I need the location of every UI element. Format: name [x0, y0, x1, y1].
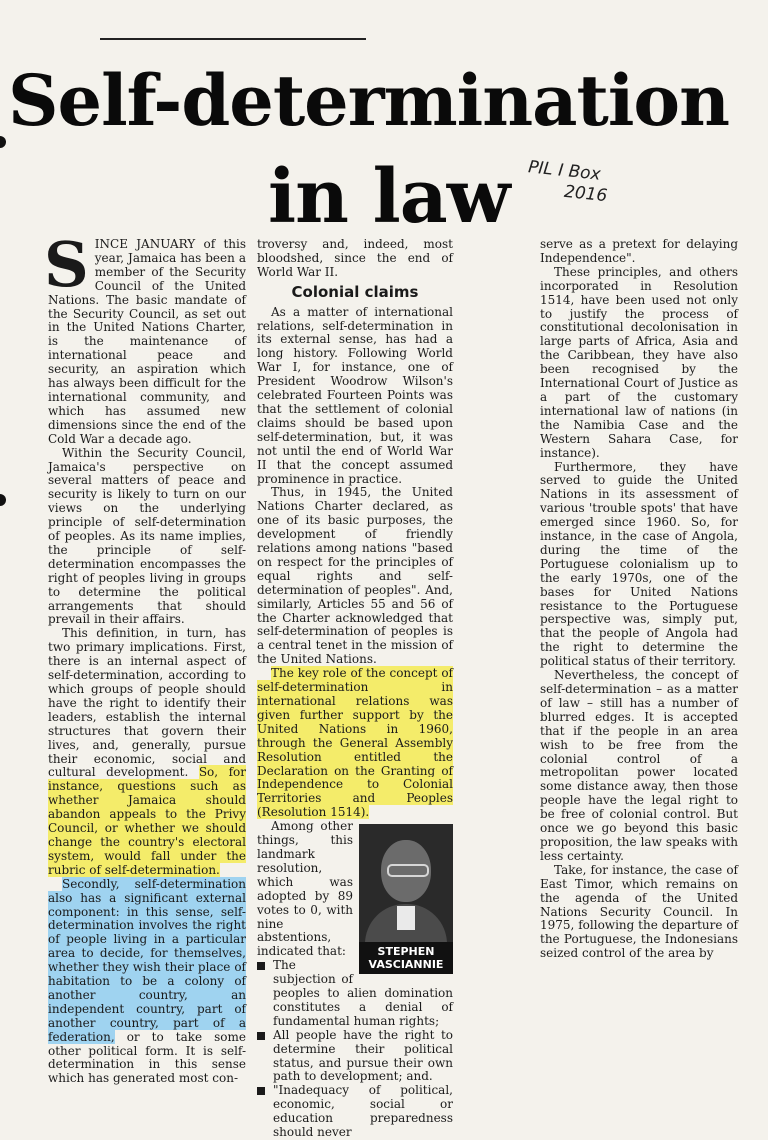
paragraph: Take, for instance, the case of East Timor, which remains on the agenda of the United Nations Security Council. In 1975, following the departure of the Portuguese, the Indonesians seized control of the area by — [540, 862, 738, 961]
paragraph — [257, 667, 453, 820]
paragraph: troversy and, indeed, most bloodshed, since the end of World War II. — [257, 237, 453, 279]
top-rule — [100, 38, 366, 40]
paragraph: As a matter of international relations, self-determination in its external sense, has had a long history. Following World War I, for instance, one of President Woodrow Wilson's celebrated Fourteen Points was that the settlement of colonial claims should be based upon self-determination, but, it was not until the end of World War II that the concept assumed prominence in practice. — [257, 304, 453, 486]
punch-hole — [0, 494, 6, 506]
punch-hole — [0, 136, 6, 148]
paragraph: Secondly, self-determination also has a significant external component: in this sense, self-determination involves the right of people living in a particular area to decide, for themselves, whether they wish their place of habitation to be a colony of another country, an independent country, part of another country, part of a federation, or to take some other political form. It is self-determination in this sense which has generated most con- — [48, 876, 246, 1086]
highlighted-text: The key role of the concept of self-determination in international relations was given further support by the United Nations in 1960, through the General Assembly Resolution entitled the Declaration on the Granting of Independence to Colonial Territories and Peoples (Resolution 1514). — [257, 666, 453, 820]
article-column-1 — [44, 228, 246, 1086]
highlighted-text: So, for instance, questions such as whether Jamaica should abandon appeals to the Privy Council, or whether we should change the country's electoral system, would fall under the rubric of self-determination. — [48, 765, 246, 877]
author-photo-block — [359, 824, 453, 974]
article-column-3 — [540, 238, 738, 961]
headline-line-2: in law — [268, 154, 510, 240]
bullet-item: The subjection of peoples to alien domination constitutes a denial of fundamental human rights; — [257, 959, 453, 1029]
photo-caption: STEPHEN VASCIANNIE — [359, 942, 453, 974]
paragraph: SINCE JANUARY of this year, Jamaica has been a member of the Security Council of the United Nations. The basic mandate of the Security Council, as set out in the United Nations Charter, is the maintenance of international peace and security, an aspiration which has always been difficult for the international community, and which has assumed new dimensions since the end of the Cold War a decade ago. — [44, 228, 246, 446]
paragraph: Furthermore, they have served to guide the United Nations in its assessment of various 'trouble spots' that have emerged since 1960. So, for instance, in the case of Angola, during the time of the Portuguese colonialism up to the early 1970s, one of the bases for United Nations resistance to the Portuguese perspective was, simply put, that the people of Angola had the right to determine the political status of their territory. — [540, 459, 738, 669]
article-column-2 — [257, 238, 453, 1140]
paragraph: Within the Security Council, Jamaica's perspective on several matters of peace and security is likely to turn on our views on the underlying principle of self-determination of peoples. As its name implies, the principle of self-determination encompasses the right of peoples living in groups to determine the political arrangements that should prevail in their affairs. — [48, 445, 246, 627]
paragraph: This definition, in turn, has two primary implications. First, there is an internal aspect of self-determination, according to which groups of people should have the right to identify their leaders, establish the internal structures that govern their lives, and, generally, pursue their economic, social and cultural development. So, for instance, questions such as whether Jamaica should abandon appeals to the Privy Council, or whether we should change the country's electoral system, would fall under the rubric of self-determination. — [48, 626, 246, 877]
bullet-list — [257, 959, 453, 1140]
paragraph: Nevertheless, the concept of self-determination – as a matter of law – still has a number of blurred edges. It is accepted that if the people in an area wish to be free from the colonial control of a metropolitan power located some distance away, then those people have the legal right to be free of colonial control. But once we go beyond this basic proposition, the law speaks with less certainty. — [540, 668, 738, 863]
paragraph: serve as a pretext for delaying Independence". — [540, 237, 738, 265]
bullet-item: All people have the right to determine their political status, and pursue their own path to development; and. — [257, 1029, 453, 1085]
highlighted-text: Secondly, self-determination also has a significant external component: in this sense, self-determination involves the right of people living in a particular area to decide, for themselves, whether they wish their place of habitation to be a colony of another country, an independent country, part of another country, part of a federation, — [48, 876, 246, 1044]
drop-cap: S — [44, 228, 89, 301]
paragraph: These principles, and others incorporated in Resolution 1514, have been used not only to justify the process of constitutional decolonisation in large parts of Africa, Asia and the Caribbean, they have also been recognised by the International Court of Justice as a part of the customary international law of nations (in the Namibia Case and the Western Sahara Case, for instance). — [540, 264, 738, 460]
headline-line-1: Self-determination — [8, 59, 729, 142]
author-photo — [359, 824, 453, 942]
bullet-item: "Inadequacy of political, economic, social or education preparedness should never — [257, 1084, 453, 1140]
paragraph: Thus, in 1945, the United Nations Charter declared, as one of its basic purposes, the development of friendly relations among nations "based on respect for the principles of equal rights and self-determination of peoples". And, similarly, Articles 55 and 56 of the Charter acknowledged that self-determination of peoples is a central tenet in the mission of the United Nations. — [257, 485, 453, 667]
handwritten-note-line-1: PIL I Box — [527, 157, 602, 185]
section-subhead: Colonial claims — [291, 282, 419, 301]
handwritten-note-line-2: 2016 — [563, 181, 609, 207]
paragraph: Among other things, this landmark resolution, which was adopted by 89 votes to 0, with nine abstentions, indicated that: — [257, 819, 353, 959]
